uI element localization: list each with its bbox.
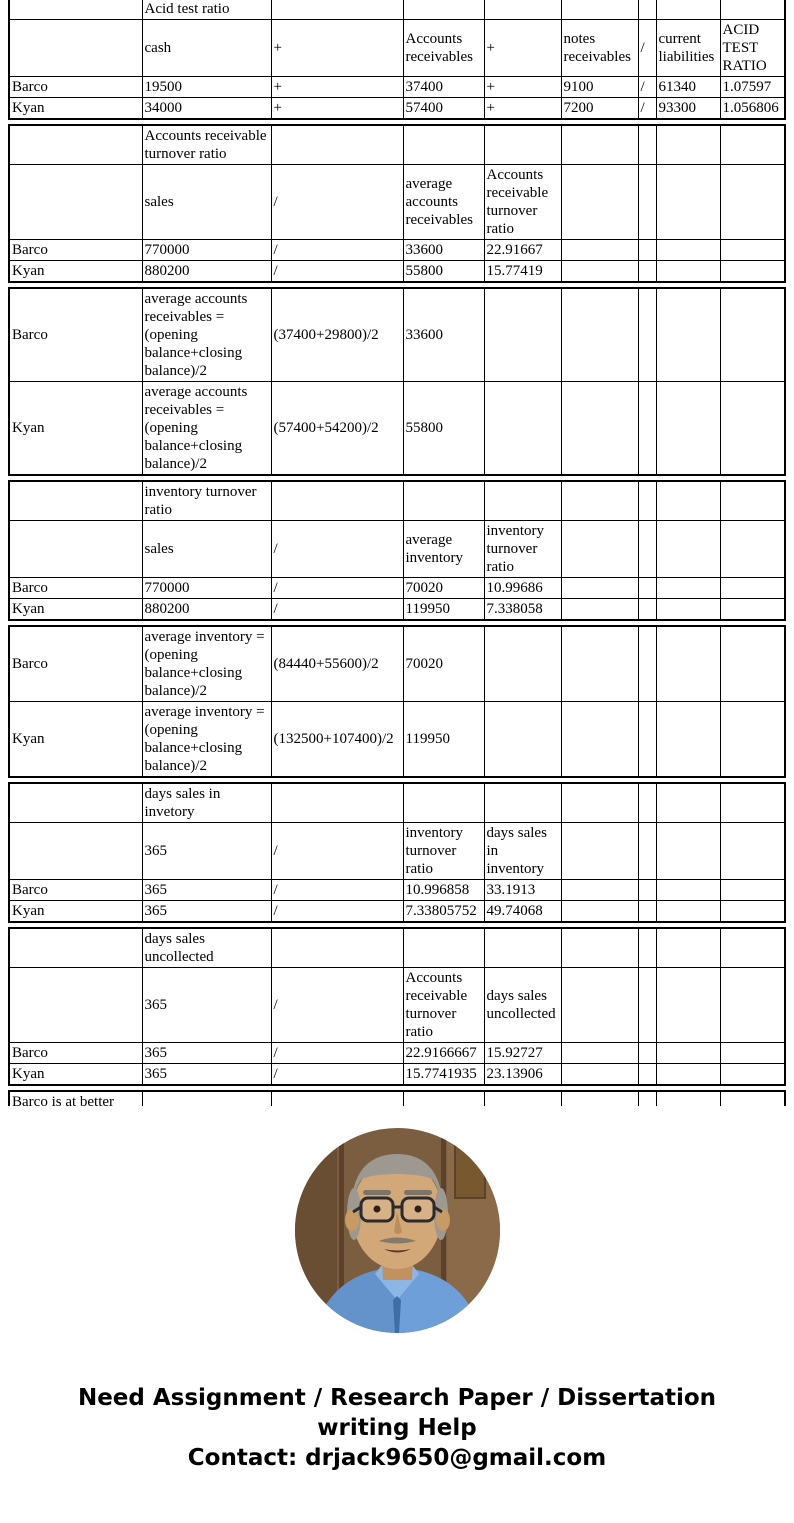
table-cell [656, 1064, 720, 1086]
table-cell [638, 928, 656, 968]
table-cell [403, 1091, 484, 1106]
table-row [9, 702, 785, 778]
table-cell: / [271, 968, 403, 1043]
table-cell [271, 783, 403, 823]
table-row [9, 521, 785, 578]
table-cell: 10.99686 [484, 578, 561, 599]
table-cell [638, 968, 656, 1043]
table-cell: / [271, 1064, 403, 1086]
table-cell [561, 880, 638, 901]
table-cell [561, 901, 638, 923]
table-cell: / [271, 823, 403, 880]
table-cell: Kyan [9, 98, 142, 120]
table-cell: / [271, 599, 403, 621]
table-conclusion [8, 1090, 786, 1106]
table-cell: 1.07597 [720, 77, 785, 98]
table-cell [720, 1043, 785, 1064]
table-cell: 19500 [142, 77, 271, 98]
table-cell [720, 901, 785, 923]
table-cell [720, 240, 785, 261]
table-cell: 55800 [403, 261, 484, 283]
table-cell [484, 783, 561, 823]
table-cell [638, 521, 656, 578]
table-cell: ACID TEST RATIO [720, 20, 785, 77]
table-cell [638, 702, 656, 778]
table-days-sales-uncollected [8, 927, 786, 1086]
table-cell [638, 382, 656, 476]
table-cell [720, 823, 785, 880]
table-cell [638, 599, 656, 621]
avatar-illustration [295, 1128, 500, 1333]
table-cell: sales [142, 165, 271, 240]
table-cell: average accounts receivables = (opening balance+closing balance)/2 [142, 288, 271, 382]
table-cell [561, 261, 638, 283]
table-cell: Kyan [9, 261, 142, 283]
table-cell [638, 165, 656, 240]
table-cell [720, 0, 785, 20]
table-cell [656, 823, 720, 880]
table-cell: / [638, 98, 656, 120]
table-cell: Kyan [9, 382, 142, 476]
table-cell: + [484, 20, 561, 77]
table-cell: (37400+29800)/2 [271, 288, 403, 382]
table-cell: 93300 [656, 98, 720, 120]
table-cell: notes receivables [561, 20, 638, 77]
table-cell [638, 240, 656, 261]
table-cell [561, 783, 638, 823]
table-cell [561, 521, 638, 578]
promo-footer [0, 1383, 794, 1473]
table-cell: Accounts receivable turnover ratio [403, 968, 484, 1043]
table-cell [9, 481, 142, 521]
table-cell [638, 1064, 656, 1086]
table-cell [638, 1091, 656, 1106]
table-cell [720, 481, 785, 521]
table-cell: / [271, 901, 403, 923]
table-cell [656, 880, 720, 901]
table-cell: + [271, 20, 403, 77]
table-cell: 880200 [142, 261, 271, 283]
table-cell: Barco [9, 77, 142, 98]
table-row [9, 823, 785, 880]
table-row [9, 1091, 785, 1106]
table-cell [656, 240, 720, 261]
table-row [9, 626, 785, 702]
table-cell [638, 288, 656, 382]
table-row [9, 288, 785, 382]
table-cell: 10.996858 [403, 880, 484, 901]
table-cell: 70020 [403, 578, 484, 599]
table-cell [656, 288, 720, 382]
table-cell: 34000 [142, 98, 271, 120]
table-cell: Barco is at better [9, 1091, 142, 1106]
table-cell [142, 1091, 271, 1106]
table-row [9, 880, 785, 901]
table-cell [271, 481, 403, 521]
table-cell [638, 481, 656, 521]
table-cell: / [638, 20, 656, 77]
table-cell: 7.338058 [484, 599, 561, 621]
table-cell [561, 626, 638, 702]
table-cell [561, 702, 638, 778]
table-cell: 119950 [403, 599, 484, 621]
table-cell [656, 165, 720, 240]
table-cell: Barco [9, 288, 142, 382]
table-cell: 7200 [561, 98, 638, 120]
table-cell: Barco [9, 626, 142, 702]
table-cell: Kyan [9, 901, 142, 923]
table-cell: / [271, 165, 403, 240]
table-cell [656, 702, 720, 778]
table-cell: 880200 [142, 599, 271, 621]
table-cell: inventory turnover ratio [403, 823, 484, 880]
table-cell [638, 880, 656, 901]
table-cell [656, 1043, 720, 1064]
table-cell [656, 783, 720, 823]
table-cell: average accounts receivables = (opening balance+closing balance)/2 [142, 382, 271, 476]
table-accounts-receivable-turnover-ratio [8, 124, 786, 283]
table-cell [561, 165, 638, 240]
table-row [9, 382, 785, 476]
table-cell [271, 1091, 403, 1106]
table-row [9, 125, 785, 165]
table-cell [561, 1043, 638, 1064]
table-cell: 57400 [403, 98, 484, 120]
table-cell: 33600 [403, 288, 484, 382]
table-cell: Accounts receivables [403, 20, 484, 77]
table-cell: 365 [142, 968, 271, 1043]
table-cell [720, 1091, 785, 1106]
table-cell: (84440+55600)/2 [271, 626, 403, 702]
table-cell: 365 [142, 880, 271, 901]
table-cell: 9100 [561, 77, 638, 98]
table-cell [9, 0, 142, 20]
table-cell: / [271, 578, 403, 599]
table-cell: days sales in invetory [142, 783, 271, 823]
table-cell [561, 578, 638, 599]
table-cell: Barco [9, 1043, 142, 1064]
table-cell [561, 1064, 638, 1086]
table-cell: Kyan [9, 599, 142, 621]
table-cell: 33600 [403, 240, 484, 261]
table-cell [561, 823, 638, 880]
table-cell: (132500+107400)/2 [271, 702, 403, 778]
table-row [9, 261, 785, 283]
table-cell [656, 521, 720, 578]
table-cell [403, 783, 484, 823]
table-cell [484, 626, 561, 702]
table-cell: / [271, 261, 403, 283]
table-cell [656, 261, 720, 283]
table-cell [271, 0, 403, 20]
table-row [9, 1043, 785, 1064]
table-average-inventory [8, 625, 786, 778]
table-cell: days sales uncollected [484, 968, 561, 1043]
table-cell: / [271, 880, 403, 901]
table-row [9, 928, 785, 968]
table-days-sales-in-inventory [8, 782, 786, 923]
table-cell [638, 823, 656, 880]
table-cell [656, 901, 720, 923]
table-cell [720, 880, 785, 901]
table-row [9, 98, 785, 120]
table-cell: days sales uncollected [142, 928, 271, 968]
table-cell [638, 1043, 656, 1064]
table-cell: 22.9166667 [403, 1043, 484, 1064]
table-cell: 119950 [403, 702, 484, 778]
table-cell: / [271, 521, 403, 578]
table-inventory-turnover-ratio [8, 480, 786, 621]
table-cell [9, 968, 142, 1043]
promo-contact: Contact: drjack9650@gmail.com [187, 1445, 607, 1471]
table-cell [656, 125, 720, 165]
table-cell: average inventory [403, 521, 484, 578]
table-cell [656, 0, 720, 20]
table-cell [638, 261, 656, 283]
table-cell [561, 0, 638, 20]
table-cell [720, 165, 785, 240]
table-cell [561, 968, 638, 1043]
table-cell [720, 1064, 785, 1086]
table-cell [484, 481, 561, 521]
table-cell [720, 261, 785, 283]
table-cell: Accounts receivable turnover ratio [142, 125, 271, 165]
table-row [9, 240, 785, 261]
table-cell: 15.92727 [484, 1043, 561, 1064]
table-cell [638, 0, 656, 20]
table-cell [271, 928, 403, 968]
table-cell: 365 [142, 823, 271, 880]
table-cell [638, 626, 656, 702]
table-cell: / [638, 77, 656, 98]
table-cell [720, 125, 785, 165]
table-cell: Accounts receivable turnover ratio [484, 165, 561, 240]
table-cell [484, 382, 561, 476]
table-cell [9, 783, 142, 823]
table-cell: 33.1913 [484, 880, 561, 901]
table-cell: average inventory = (opening balance+closing balance)/2 [142, 702, 271, 778]
table-cell [656, 599, 720, 621]
table-cell [561, 288, 638, 382]
table-row [9, 0, 785, 20]
table-cell: 770000 [142, 240, 271, 261]
table-cell [484, 0, 561, 20]
table-row [9, 20, 785, 77]
table-cell [656, 928, 720, 968]
table-cell [403, 928, 484, 968]
table-cell [484, 702, 561, 778]
promo-heading-line2: writing Help [317, 1415, 477, 1441]
table-cell: 7.33805752 [403, 901, 484, 923]
table-cell [720, 783, 785, 823]
table-cell: / [271, 1043, 403, 1064]
table-cell: 365 [142, 1043, 271, 1064]
table-cell: 22.91667 [484, 240, 561, 261]
table-cell: 37400 [403, 77, 484, 98]
table-cell [9, 20, 142, 77]
table-cell: Kyan [9, 1064, 142, 1086]
table-cell [484, 125, 561, 165]
table-cell [271, 125, 403, 165]
table-row [9, 901, 785, 923]
table-row [9, 77, 785, 98]
table-cell: Barco [9, 880, 142, 901]
table-cell: 15.77419 [484, 261, 561, 283]
table-cell [656, 968, 720, 1043]
table-row [9, 599, 785, 621]
table-cell [9, 165, 142, 240]
table-row [9, 578, 785, 599]
table-cell [9, 521, 142, 578]
table-cell [561, 928, 638, 968]
table-cell [561, 1091, 638, 1106]
table-cell [9, 928, 142, 968]
table-cell: 1.056806 [720, 98, 785, 120]
table-cell [720, 578, 785, 599]
table-cell: inventory turnover ratio [142, 481, 271, 521]
table-cell [720, 288, 785, 382]
table-cell [638, 125, 656, 165]
table-cell [720, 928, 785, 968]
table-cell [656, 481, 720, 521]
table-cell [720, 702, 785, 778]
table-cell: 49.74068 [484, 901, 561, 923]
table-cell: + [484, 98, 561, 120]
promo-heading-line1: Need Assignment / Research Paper / Dissertation [77, 1385, 717, 1411]
table-row [9, 1064, 785, 1086]
table-cell [484, 288, 561, 382]
table-row [9, 165, 785, 240]
table-cell [403, 125, 484, 165]
table-cell [561, 382, 638, 476]
table-cell: 15.7741935 [403, 1064, 484, 1086]
table-cell: 61340 [656, 77, 720, 98]
table-cell: + [271, 98, 403, 120]
table-cell [656, 382, 720, 476]
table-cell [638, 901, 656, 923]
table-cell: 365 [142, 1064, 271, 1086]
table-acid-test-ratio [8, 0, 786, 120]
table-cell: 770000 [142, 578, 271, 599]
table-cell: 23.13906 [484, 1064, 561, 1086]
table-cell: (57400+54200)/2 [271, 382, 403, 476]
table-cell [720, 626, 785, 702]
table-cell: + [484, 77, 561, 98]
table-cell: Acid test ratio [142, 0, 271, 20]
table-cell [484, 928, 561, 968]
table-cell [561, 599, 638, 621]
table-cell [484, 1091, 561, 1106]
table-cell: inventory turnover ratio [484, 521, 561, 578]
table-cell: Barco [9, 240, 142, 261]
table-cell: cash [142, 20, 271, 77]
table-cell: average inventory = (opening balance+closing balance)/2 [142, 626, 271, 702]
table-cell: sales [142, 521, 271, 578]
table-cell [9, 125, 142, 165]
table-cell: 70020 [403, 626, 484, 702]
table-average-accounts-receivables [8, 287, 786, 476]
table-cell: Kyan [9, 702, 142, 778]
table-cell [638, 783, 656, 823]
table-cell [9, 823, 142, 880]
avatar-photo [295, 1128, 500, 1333]
table-cell [561, 125, 638, 165]
table-cell [561, 240, 638, 261]
table-cell: + [271, 77, 403, 98]
table-cell [638, 578, 656, 599]
table-cell [720, 599, 785, 621]
table-cell: days sales in inventory [484, 823, 561, 880]
table-cell [656, 1091, 720, 1106]
table-cell [720, 521, 785, 578]
table-cell [403, 481, 484, 521]
table-cell: 365 [142, 901, 271, 923]
table-cell [403, 0, 484, 20]
table-cell: current liabilities [656, 20, 720, 77]
table-cell [656, 626, 720, 702]
table-cell: Barco [9, 578, 142, 599]
table-cell [720, 968, 785, 1043]
table-row [9, 783, 785, 823]
table-cell [561, 481, 638, 521]
table-row [9, 968, 785, 1043]
table-cell [656, 578, 720, 599]
table-cell [720, 382, 785, 476]
table-cell: 55800 [403, 382, 484, 476]
table-row [9, 481, 785, 521]
table-cell: / [271, 240, 403, 261]
table-cell: average accounts receivables [403, 165, 484, 240]
